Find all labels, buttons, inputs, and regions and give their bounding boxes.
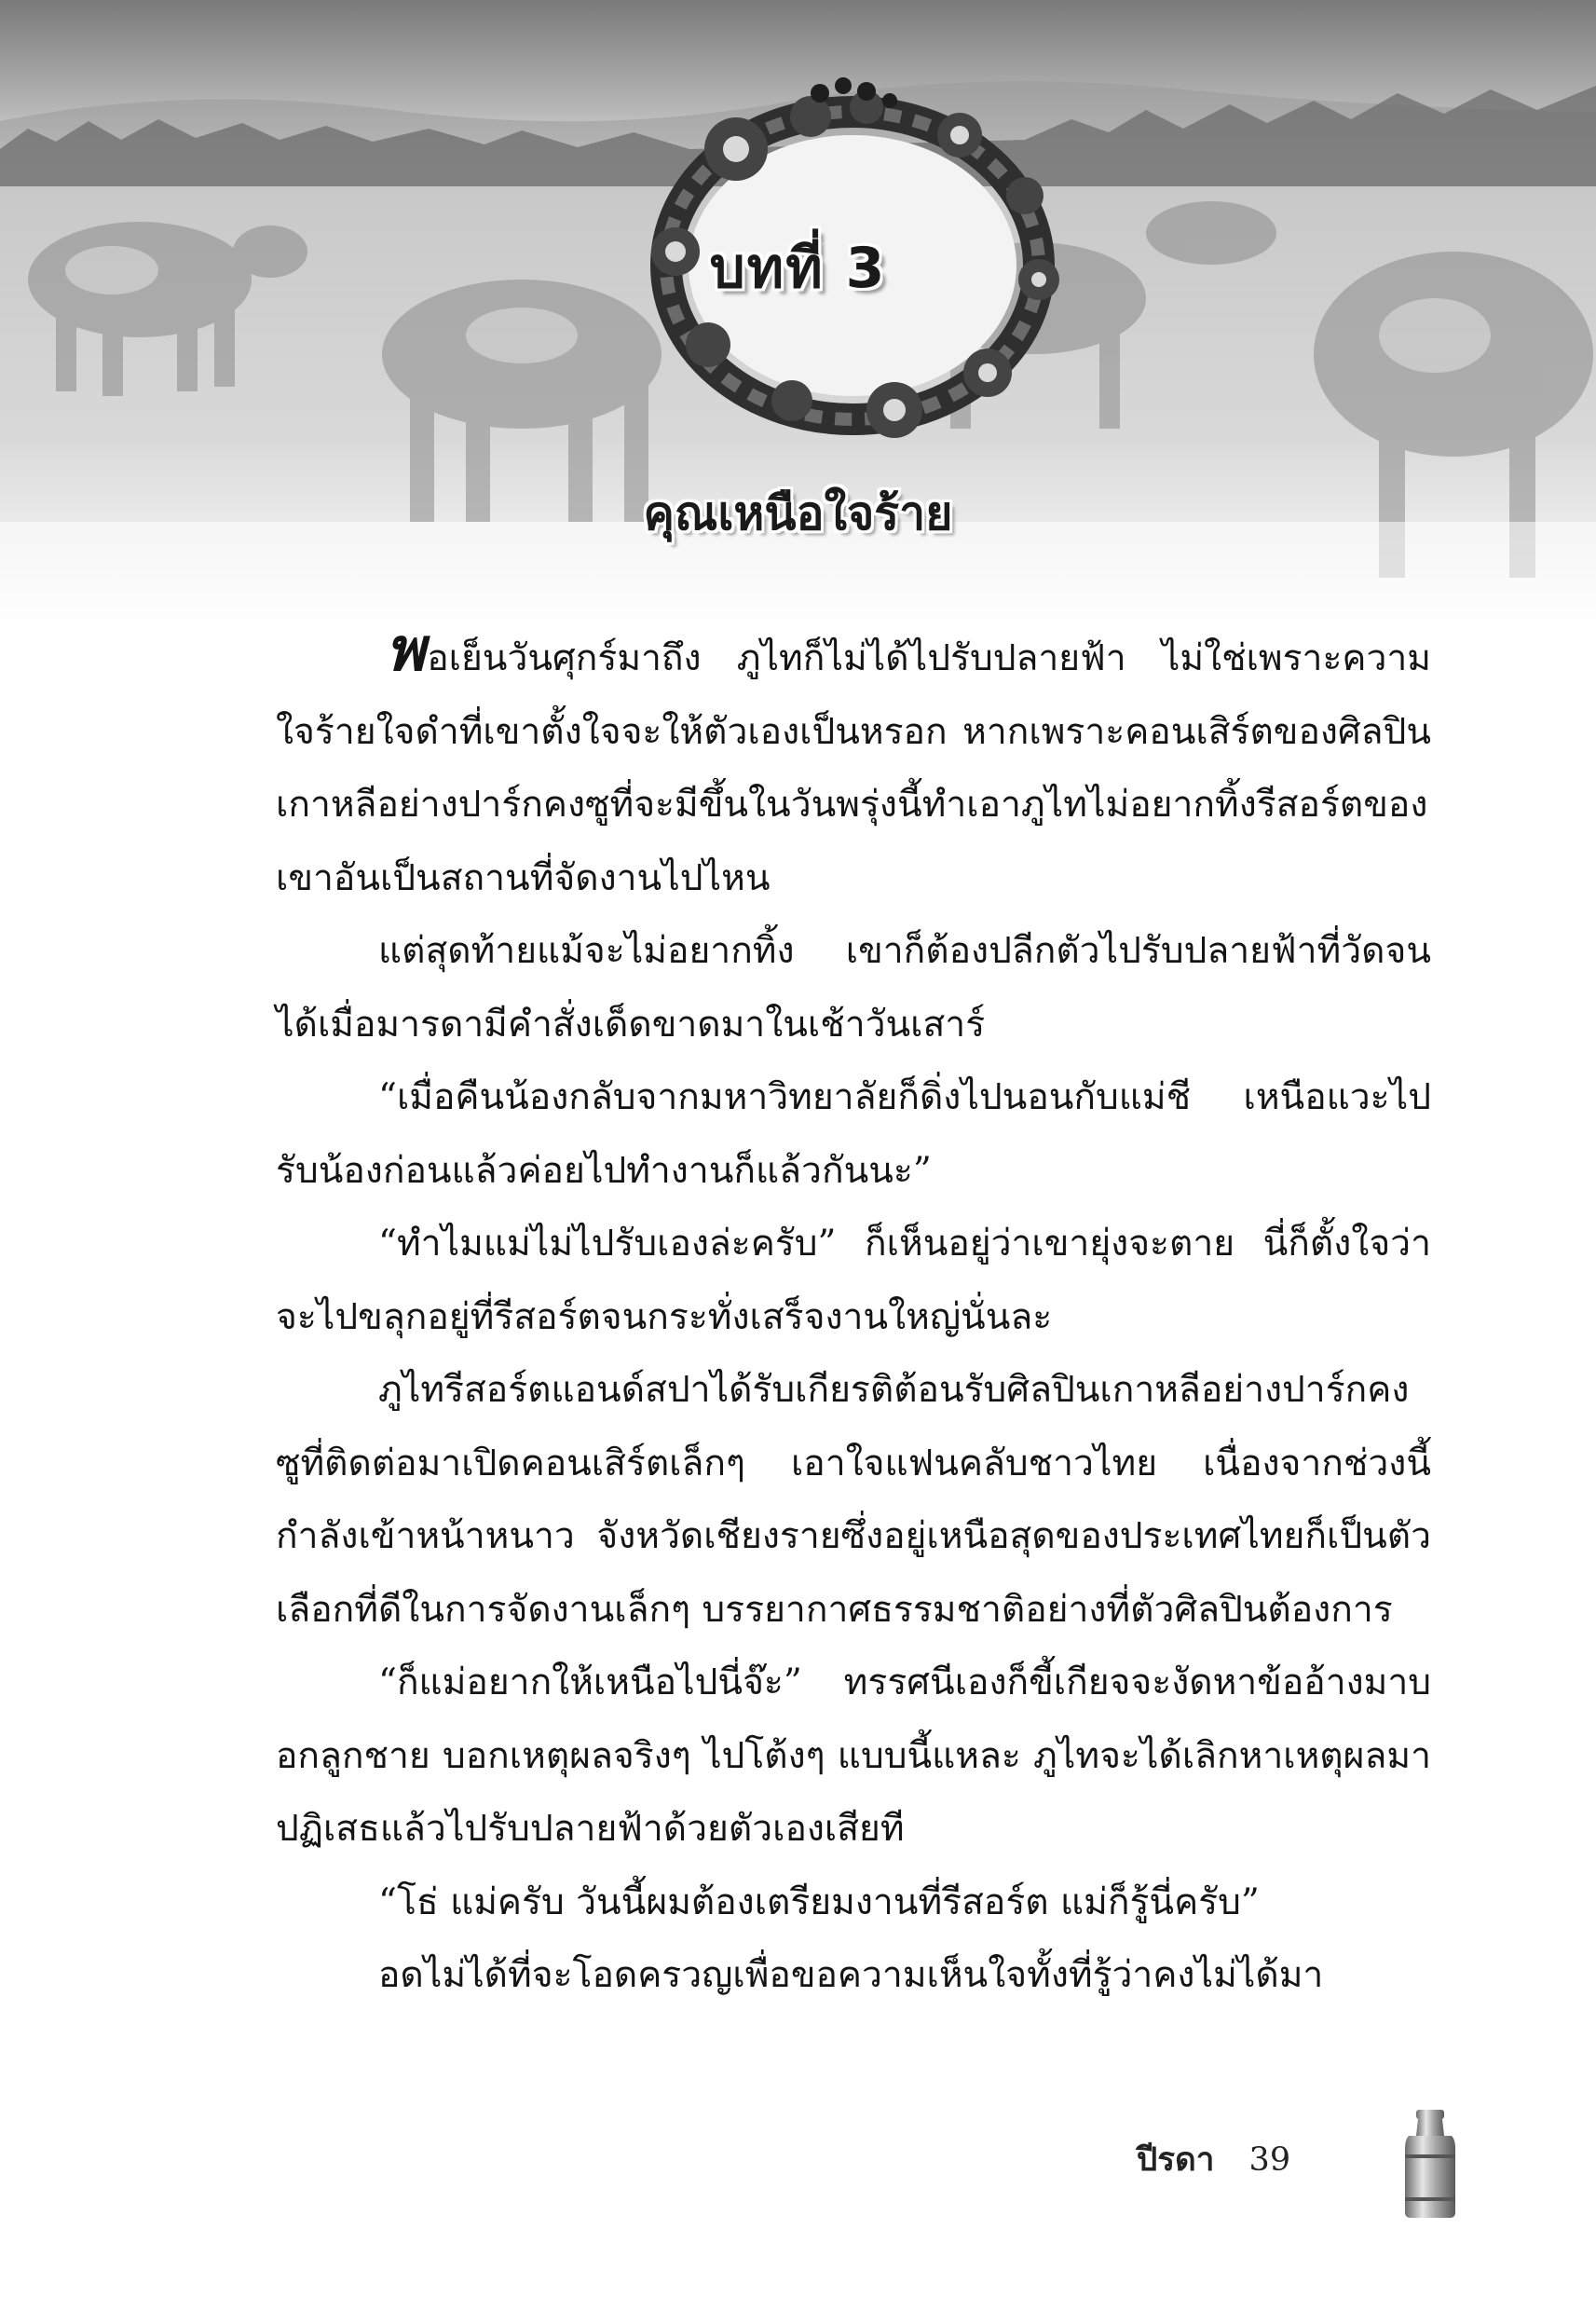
paragraph: แต่สุดท้ายแม้จะไม่อยากทิ้ง เขาก็ต้องปลีกตัวไปรับปลายฟ้าที่วัดจนได้เมื่อมารดามีคำสั่งเด็ดขาดมาในเช้าวันเสาร์ [276, 930, 1431, 1046]
chapter-label: บทที่ 3 [709, 236, 887, 301]
paragraph-text: อเย็นวันศุกร์มาถึง ภูไทก็ไม่ได้ไปรับปลายฟ้า ไม่ใช่เพราะความใจร้ายใจดำที่เขาตั้งใจจะให้ตัวเองเป็นหรอก หากเพราะคอนเสิร์ตของศิลปินเกาหลีอย่างปาร์กคงซูที่จะมีขึ้นในวันพรุ่งนี้ทำเอาภูไทไม่อยากทิ้งรีสอร์ตของเขาอันเป็นสถานที่จัดงานไปไหน [276, 637, 1431, 899]
milk-can-icon [1398, 2108, 1463, 2220]
chapter-title: คุณเหนือใจร้าย [643, 486, 953, 540]
chapter-body [276, 615, 1431, 2013]
paragraph: “เมื่อคืนน้องกลับจากมหาวิทยาลัยก็ดิ่งไปนอนกับแม่ชี เหนือแวะไปรับน้องก่อนแล้วค่อยไปทำงานก็แล้วกันนะ” [276, 1076, 1431, 1192]
page-footer [1137, 2134, 1290, 2190]
paragraph [276, 615, 1431, 915]
author-name: ปีรดา [1137, 2140, 1215, 2179]
paragraph: ภูไทรีสอร์ตแอนด์สปาได้รับเกียรติต้อนรับศิลปินเกาหลีอย่างปาร์กคงซูที่ติดต่อมาเปิดคอนเสิร์ตเล็กๆ เอาใจแฟนคลับชาวไทย เนื่องจากช่วงนี้กำลังเข้าหน้าหนาว จังหวัดเชียงรายซึ่งอยู่เหนือสุดของประเทศไทยก็เป็นตัวเลือกที่ดีในการจัดงานเล็กๆ บรรยากาศธรรมชาติอย่างที่ตัวศิลปินต้องการ [276, 1369, 1431, 1631]
chapter-header-banner [0, 0, 1596, 634]
drop-cap-letter: พ [386, 615, 424, 685]
paragraph: อดไม่ได้ที่จะโอดครวญเพื่อขอความเห็นใจทั้งที่รู้ว่าคงไม่ได้มา [378, 1954, 1324, 1996]
paragraph: “โธ่ แม่ครับ วันนี้ผมต้องเตรียมงานที่รีสอร์ต แม่ก็รู้นี่ครับ” [378, 1880, 1260, 1923]
page-number: 39 [1248, 2141, 1291, 2179]
paragraph: “ทำไมแม่ไม่ไปรับเองล่ะครับ” ก็เห็นอยู่ว่าเขายุ่งจะตาย นี่ก็ตั้งใจว่าจะไปขลุกอยู่ที่รีสอร์ตจนกระทั่งเสร็จงานใหญ่นั่นละ [276, 1223, 1431, 1338]
paragraph: “ก็แม่อยากให้เหนือไปนี่จ๊ะ” ทรรศนีเองก็ขี้เกียจจะงัดหาข้ออ้างมาบอกลูกชาย บอกเหตุผลจริงๆ ไปโต้งๆ แบบนี้แหละ ภูไทจะได้เลิกหาเหตุผลมาปฏิเสธแล้วไปรับปลายฟ้าด้วยตัวเองเสียที [276, 1661, 1431, 1850]
